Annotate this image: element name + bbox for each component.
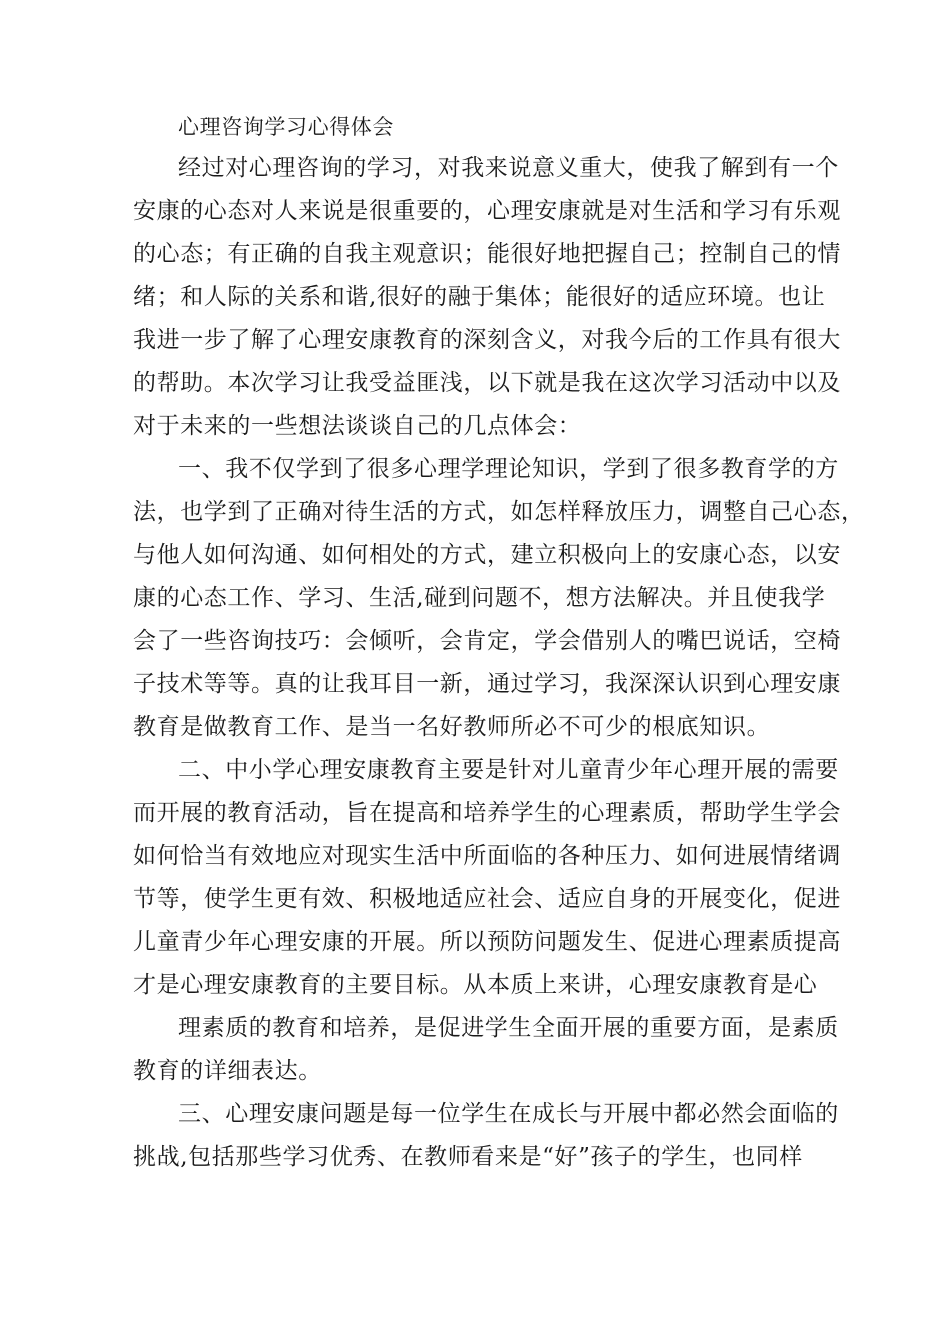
paragraph-3-line-3: 如何恰当有效地应对现实生活中所面临的各种压力、如何进展情绪调 bbox=[133, 843, 841, 869]
paragraph-5-line-1: 三、心理安康问题是每一位学生在成长与开展中都必然会面临的 bbox=[178, 1101, 839, 1127]
paragraph-5-line-2: 挑战,包括那些学习优秀、在教师看来是“好”孩子的学生，也同样 bbox=[133, 1144, 803, 1170]
paragraph-2-line-3: 与他人如何沟通、如何相处的方式，建立积极向上的安康心态，以安 bbox=[133, 542, 841, 568]
paragraph-2-line-2: 法，也学到了正确对待生活的方式，如怎样释放压力，调整自己心态， bbox=[133, 499, 865, 525]
paragraph-2-line-5: 会了一些咨询技巧：会倾听，会肯定，学会借别人的嘴巴说话，空椅 bbox=[133, 628, 841, 654]
paragraph-1-line-4: 绪；和人际的关系和谐,很好的融于集体；能很好的适应环境。也让 bbox=[133, 284, 826, 310]
paragraph-3-line-2: 而开展的教育活动，旨在提高和培养学生的心理素质，帮助学生学会 bbox=[133, 800, 841, 826]
paragraph-3-line-4: 节等，使学生更有效、积极地适应社会、适应自身的开展变化，促进 bbox=[133, 886, 841, 912]
paragraph-2-line-1: 一、我不仅学到了很多心理学理论知识，学到了很多教育学的方 bbox=[178, 456, 839, 482]
document-title: 心理咨询学习心得体会 bbox=[178, 115, 394, 139]
paragraph-1-line-1: 经过对心理咨询的学习，对我来说意义重大，使我了解到有一个 bbox=[178, 155, 839, 181]
paragraph-1-line-3: 的心态；有正确的自我主观意识；能很好地把握自己；控制自己的情 bbox=[133, 241, 841, 267]
paragraph-3-line-6: 才是心理安康教育的主要目标。从本质上来讲，心理安康教育是心 bbox=[133, 972, 818, 998]
paragraph-3-line-5: 儿童青少年心理安康的开展。所以预防问题发生、促进心理素质提高 bbox=[133, 929, 841, 955]
paragraph-4-line-2: 教育的详细表达。 bbox=[133, 1058, 322, 1084]
paragraph-1-line-2: 安康的心态对人来说是很重要的，心理安康就是对生活和学习有乐观 bbox=[133, 198, 841, 224]
paragraph-4-line-1: 理素质的教育和培养，是促进学生全面开展的重要方面，是素质 bbox=[178, 1015, 839, 1041]
paragraph-2-line-6: 子技术等等。真的让我耳目一新，通过学习，我深深认识到心理安康 bbox=[133, 671, 841, 697]
paragraph-1-line-6: 的帮助。本次学习让我受益匪浅，以下就是我在这次学习活动中以及 bbox=[133, 370, 841, 396]
paragraph-3-line-1: 二、中小学心理安康教育主要是针对儿童青少年心理开展的需要 bbox=[178, 757, 839, 783]
paragraph-2-line-4: 康的心态工作、学习、生活,碰到问题不，想方法解决。并且使我学 bbox=[133, 585, 826, 611]
paragraph-2-line-7: 教育是做教育工作、是当一名好教师所必不可少的根底知识。 bbox=[133, 714, 771, 740]
paragraph-1-line-5: 我进一步了解了心理安康教育的深刻含义，对我今后的工作具有很大 bbox=[133, 327, 841, 353]
paragraph-1-line-7: 对于未来的一些想法谈谈自己的几点体会： bbox=[133, 413, 582, 439]
